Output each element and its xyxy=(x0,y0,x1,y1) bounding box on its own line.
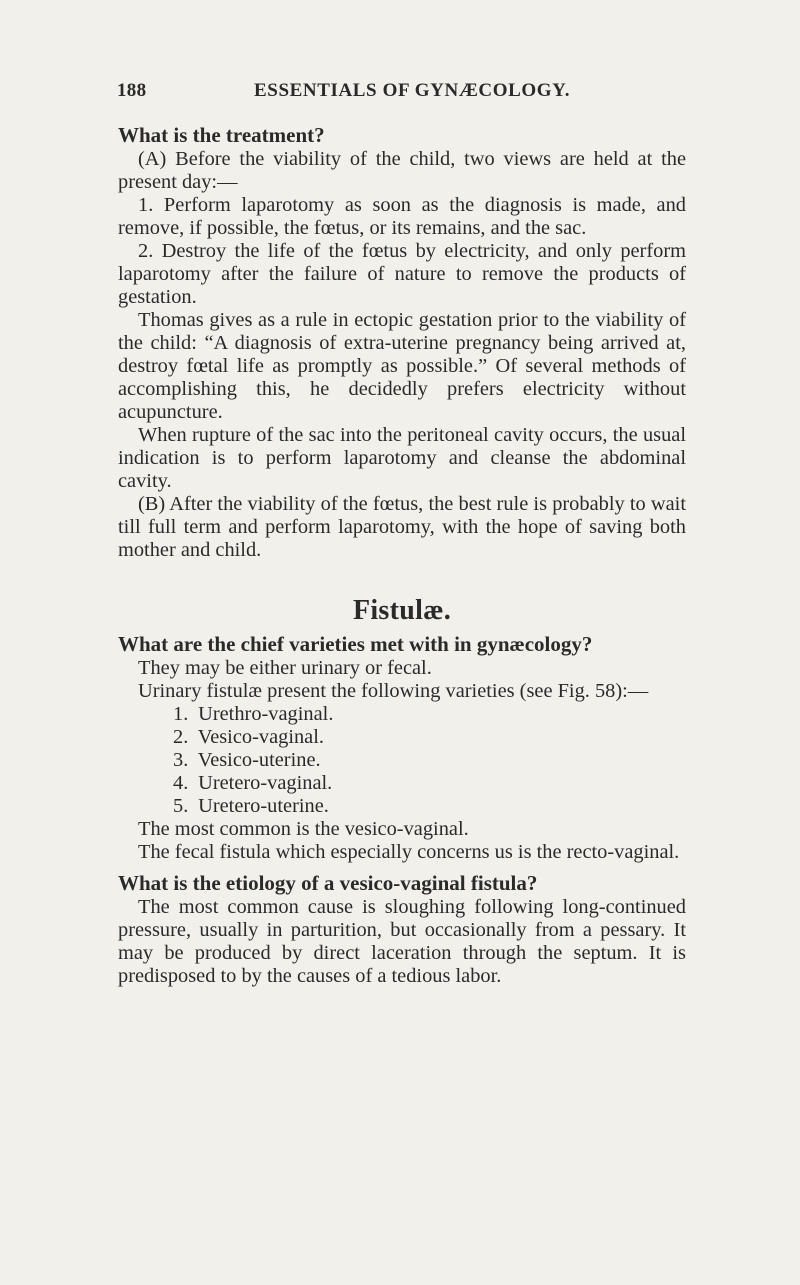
treatment-item-1: 1. Perform laparotomy as soon as the diagnosis is made, and remove, if possible, the fœtus, or its remains, and the sac. xyxy=(118,194,686,239)
section-title-fistulae: Fistulæ. xyxy=(352,595,452,626)
paragraph-thomas: Thomas gives as a rule in ectopic gestation prior to the viability of the child: “A diagnosis of extra-uterine pregnancy being arrived at, destroy fœtal life as promptly as possible.” Of several methods of accomplishing this, he decidedly prefers electricity without acupuncture. xyxy=(118,309,686,423)
question-etiology: What is the etiology of a vesico-vaginal fistula? xyxy=(118,871,538,895)
treatment-item-2: 2. Destroy the life of the fœtus by electricity, and only perform laparotomy after the failure of nature to remove the products of gestation. xyxy=(118,240,686,308)
question-treatment: What is the treatment? xyxy=(118,123,325,147)
list-item: 4. Uretero-vaginal. xyxy=(173,772,333,794)
paragraph-most-common: The most common is the vesico-vaginal. xyxy=(138,818,469,840)
varieties-list xyxy=(118,703,686,818)
list-item: 1. Urethro-vaginal. xyxy=(173,703,334,725)
varieties-intro: Urinary fistulæ present the following varieties (see Fig. 58):— xyxy=(138,680,649,702)
list-item: 3. Vesico-uterine. xyxy=(173,749,321,771)
paragraph-rupture: When rupture of the sac into the peritoneal cavity occurs, the usual indication is to perform laparotomy and cleanse the abdominal cavity. xyxy=(118,424,686,492)
list-item: 5. Uretero-uterine. xyxy=(173,795,329,817)
paragraph-a: (A) Before the viability of the child, two views are held at the present day:— xyxy=(118,148,686,193)
page-content xyxy=(118,122,686,988)
page-number: 188 xyxy=(117,80,147,101)
answer-varieties: They may be either urinary or fecal. xyxy=(138,657,432,679)
list-item: 2. Vesico-vaginal. xyxy=(173,726,324,748)
answer-etiology: The most common cause is sloughing following long-continued pressure, usually in parturition, but occasionally from a pessary. It may be produced by direct laceration through the septum. It is predisposed to by the causes of a tedious labor. xyxy=(118,896,686,987)
question-varieties: What are the chief varieties met with in gynæcology? xyxy=(118,632,593,656)
paragraph-fecal: The fecal fistula which especially concerns us is the recto-vaginal. xyxy=(138,841,680,863)
running-title: ESSENTIALS OF GYNÆCOLOGY. xyxy=(254,80,571,101)
paragraph-b: (B) After the viability of the fœtus, the best rule is probably to wait till full term and perform laparotomy, with the hope of saving both mother and child. xyxy=(118,493,686,561)
